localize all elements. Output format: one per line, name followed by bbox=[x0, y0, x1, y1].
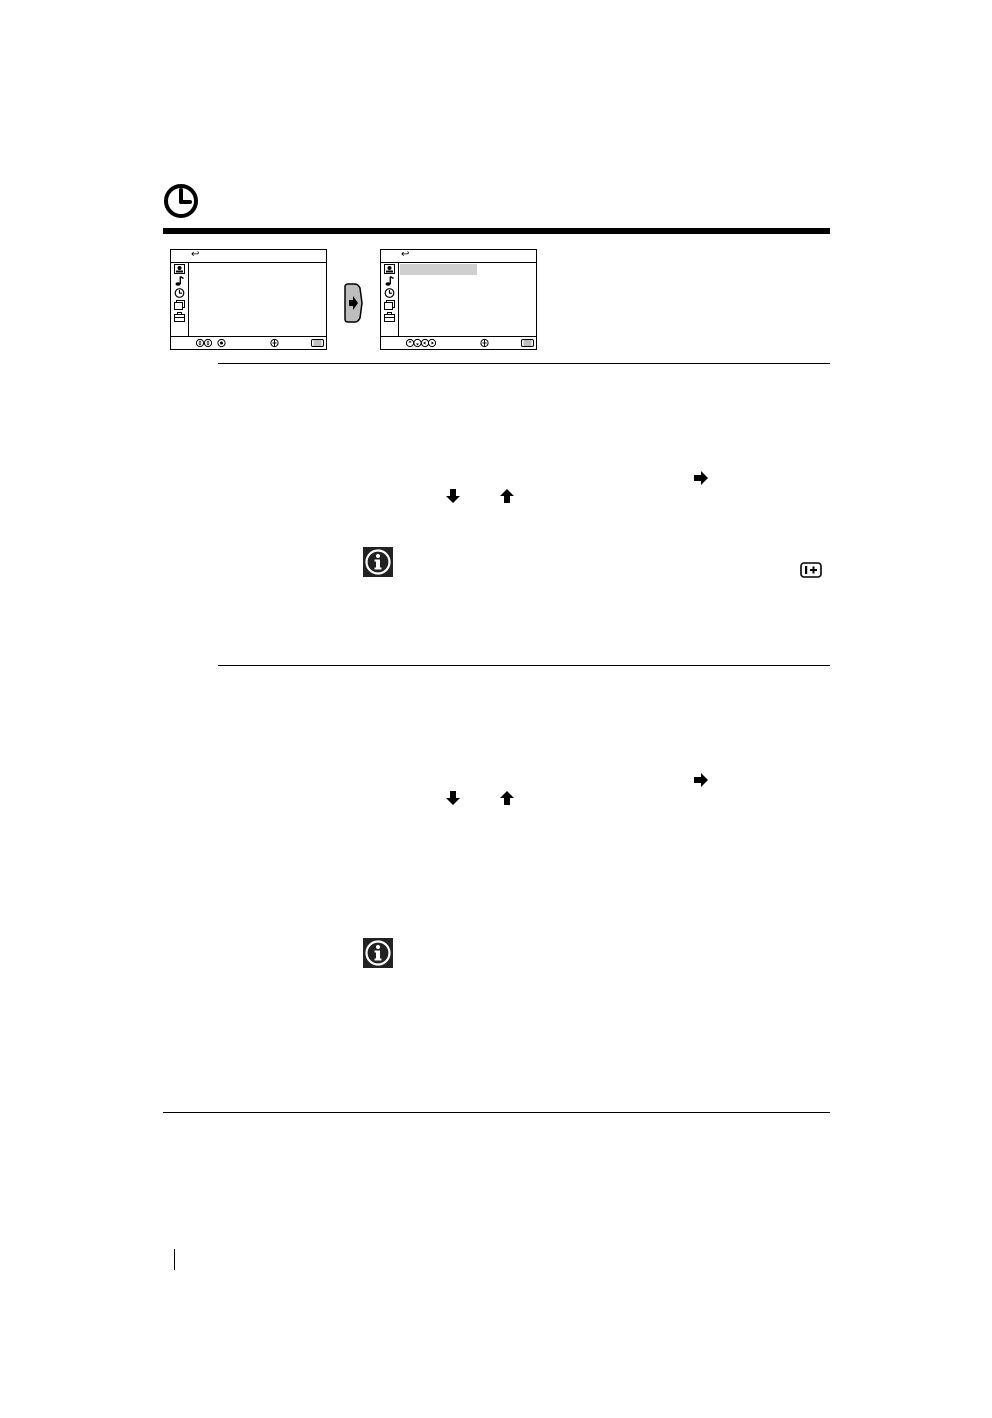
sound-icon bbox=[384, 276, 395, 286]
osd-title-bar bbox=[171, 250, 326, 263]
setup-icon bbox=[174, 312, 185, 322]
osd-side-menu bbox=[171, 262, 189, 337]
osd-main-menu bbox=[170, 249, 327, 350]
clock-icon bbox=[162, 182, 200, 220]
osd-timer-submenu bbox=[380, 249, 537, 350]
right-arrow-icon bbox=[693, 470, 709, 486]
return-icon: ↩ bbox=[191, 249, 200, 260]
teletext-icon bbox=[384, 300, 395, 310]
setup-icon bbox=[384, 312, 395, 322]
osd-footer bbox=[171, 336, 326, 349]
right-arrow-button-icon bbox=[343, 283, 363, 323]
highlighted-menu-row bbox=[400, 264, 477, 275]
section-divider bbox=[218, 665, 830, 666]
osd-title-bar bbox=[381, 250, 536, 263]
ok-icon bbox=[217, 338, 226, 348]
select-icon bbox=[270, 338, 279, 348]
picture-icon bbox=[174, 264, 185, 274]
timer-icon bbox=[384, 288, 395, 298]
menu-icon bbox=[521, 339, 534, 347]
page-number-bar bbox=[174, 1249, 175, 1270]
osd-side-menu bbox=[381, 262, 399, 337]
right-arrow-icon bbox=[693, 772, 709, 788]
picture-icon bbox=[384, 264, 395, 274]
info-icon bbox=[363, 938, 393, 968]
down-arrow-icon bbox=[445, 790, 461, 806]
up-arrow-icon bbox=[499, 790, 515, 806]
return-icon: ↩ bbox=[401, 249, 410, 260]
menu-icon bbox=[311, 339, 324, 347]
footer-rule bbox=[163, 1112, 830, 1113]
down-arrow-icon bbox=[445, 488, 461, 504]
nav-buttons-icon bbox=[406, 338, 436, 348]
header-rule bbox=[163, 228, 830, 234]
timer-icon bbox=[174, 288, 185, 298]
info-icon bbox=[363, 547, 393, 577]
osd-footer bbox=[381, 336, 536, 349]
section-divider bbox=[218, 363, 830, 364]
sound-icon bbox=[174, 276, 185, 286]
info-display-button-icon bbox=[800, 562, 822, 578]
nav-buttons-icon bbox=[196, 338, 212, 348]
up-arrow-icon bbox=[499, 488, 515, 504]
select-icon bbox=[480, 338, 489, 348]
teletext-icon bbox=[174, 300, 185, 310]
